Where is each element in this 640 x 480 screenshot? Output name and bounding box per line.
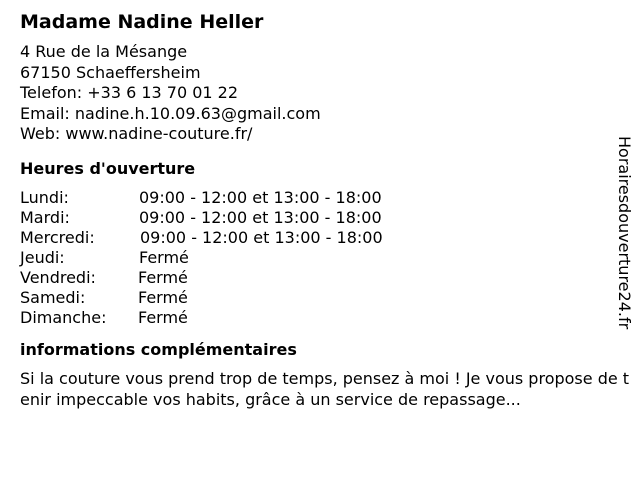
phone-line: Telefon: +33 6 13 70 01 22	[20, 83, 239, 102]
info-title: informations complémentaires	[20, 339, 297, 359]
day-label: Vendredi:	[20, 267, 96, 287]
day-label: Jeudi:	[20, 247, 65, 267]
day-hours: 09:00 - 12:00 et 13:00 - 18:00	[139, 207, 382, 227]
hours-table	[20, 188, 615, 328]
hours-row-dimanche	[20, 308, 615, 328]
web-line: Web: www.nadine-couture.fr/	[20, 124, 253, 143]
hours-row-samedi	[20, 288, 615, 308]
info-text: Si la couture vous prend trop de temps, pensez à moi ! Je vous propose de tenir impeccable vos habits, grâce à un service de repassage...	[20, 368, 630, 409]
address-city: 67150 Schaeffersheim	[20, 62, 201, 82]
hours-row-lundi	[20, 188, 615, 208]
day-label: Dimanche:	[20, 307, 107, 327]
hours-row-vendredi	[20, 268, 615, 288]
day-hours: Fermé	[138, 287, 188, 307]
email-line: Email: nadine.h.10.09.63@gmail.com	[20, 103, 321, 123]
hours-row-mercredi	[20, 228, 615, 248]
day-hours: Fermé	[138, 307, 188, 327]
day-label: Lundi:	[20, 187, 69, 207]
day-hours: 09:00 - 12:00 et 13:00 - 18:00	[140, 227, 383, 247]
day-hours: Fermé	[138, 267, 188, 287]
day-hours: Fermé	[139, 247, 189, 267]
hours-row-jeudi	[20, 248, 615, 268]
day-hours: 09:00 - 12:00 et 13:00 - 18:00	[139, 187, 382, 207]
hours-row-mardi	[20, 208, 615, 228]
business-name: Madame Nadine Heller	[20, 11, 264, 33]
hours-title: Heures d'ouverture	[20, 158, 196, 178]
address-street: 4 Rue de la Mésange	[20, 42, 188, 61]
day-label: Mardi:	[20, 207, 70, 227]
watermark-side-label: Horairesdouverture24.fr	[615, 136, 634, 330]
day-label: Samedi:	[20, 287, 86, 307]
day-label: Mercredi:	[20, 227, 95, 247]
